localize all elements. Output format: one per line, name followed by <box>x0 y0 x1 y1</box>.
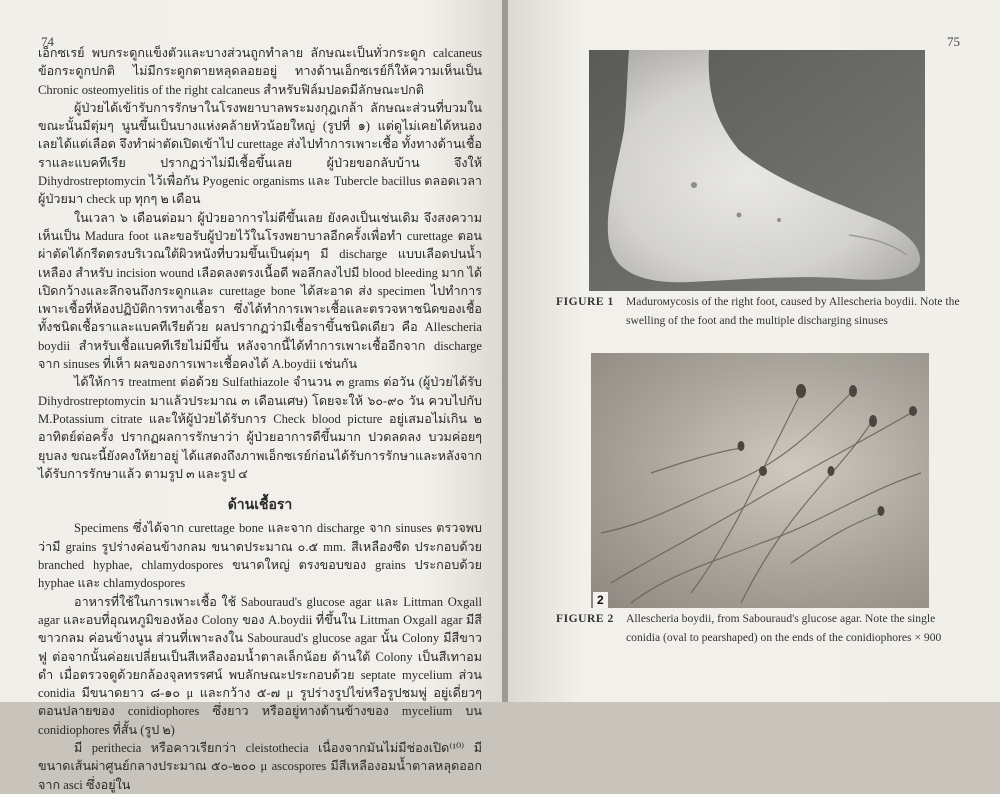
foot-illustration <box>589 50 925 291</box>
figure-2-caption <box>556 609 966 647</box>
paragraph-1: เอ็กซเรย์ พบกระดูกแข็งตัวและบางส่วนถูกทำลาย ลักษณะเป็นทั่วกระดูก calcaneus ข้อกระดูกปกติ ไม่มีกระดูกตายหลุดลอยอยู่ ทางด้านเอ็กซเรย์ก็ให้ความเห็นเป็น Chronic osteomyelitis of the right calcaneus สำหรับฟิล์มปอดมีลักษณะปกติ <box>38 46 482 97</box>
figure-1-caption-line-1: Madurомycosis of the right foot, caused by Allescheria boydii. Note the <box>626 295 960 308</box>
figure-1-caption-line-2: swelling of the foot and the multiple discharging sinuses <box>626 314 888 327</box>
figure-1-caption <box>556 292 966 330</box>
micrograph-illustration <box>591 353 929 608</box>
section-paragraph-2: อาหารที่ใช้ในการเพาะเชื้อ ใช้ Sabouraud's glucose agar และ Littman Oxgall agar และอบที่อุณหภูมิของห้อง Colony ของ A.boydii ที่ขึ้นใน Littman Oxgall agar มีสีขาวกลม ค่อนข้างนูน ส่วนที่เพาะลงใน Sabouraud's glucose agar นั้น Colony มีสีขาวฟู ต่อจากนั้นค่อยเปลี่ยนเป็นสีเหลืองอมน้ำตาลเล็กน้อย ด้านใต้ Colony เป็นสีเทาอมดำ เมื่อตรวจดูด้วยกล้องจุลทรรศน์ พบลักษณะประกอบด้วย septate mycelium ส่วน conidia มีขนาดยาว ๘-๑๐ μ และกว้าง ๕-๗ μ รูปร่างรูปไข่หรือรูปชมพู่ อยู่เดี่ยวๆ ตอนปลายของ conidiophores ซึ่งยาว หรืออยู่ทางด้านข้างของ mycelium บน conidiophores ที่สั้น (รูป ๒) <box>38 594 482 737</box>
figure-2-number-tag: 2 <box>593 592 608 608</box>
figure-1-photo <box>589 50 925 291</box>
figure-2-caption-line-2: conidia (oval to pearshaped) on the ends of the conidiophores × 900 <box>626 631 942 644</box>
section-paragraph-3: มี perithecia หรือคาวเรียกว่า cleistothecia เนื่องจากมันไม่มีช่องเปิด⁽¹⁰⁾ มีขนาดเส้นผ่าศูนย์กลางประมาณ ๕๐-๒๐๐ μ ascospores มีสีเหลืองอมน้ำตาลหลุดออกจาก asci ซึ่งอยู่ใน <box>38 740 482 792</box>
figure-2-photo <box>591 353 929 608</box>
paragraph-4: ได้ให้การ treatment ต่อด้วย Sulfathiazole จำนวน ๓ grams ต่อวัน (ผู้ป่วยได้รับ Dihydrostreptomycin มาแล้วประมาณ ๓ เดือนเศษ) โดยจะให้ ๖๐-๙๐ วัน ควบไปกับ M.Potassium citrate และให้ผู้ป่วยได้รับการ Check blood picture อยู่เสมอไม่เกิน ๒ อาทิตย์ต่อครั้ง ปรากฏผลการรักษาว่า ผู้ป่วยอาการดีขึ้นมาก ปวดลดลง บวมค่อยๆ ยุบลง ขณะนี้ยังคงให้ยาอยู่ ได้แสดงถึงภาพเอ็กซเรย์ก่อนได้รับการรักษาและหลังจากได้รับการรักษาแล้ว ตามรูป ๓ และรูป ๔ <box>38 375 482 481</box>
section-title: ด้านเชื้อรา <box>227 498 293 514</box>
page-number-left: 74 <box>41 34 54 49</box>
figure-2-caption-line-1: Allescheria boydii, from Sabouraud's glucose agar. Note the single <box>626 612 936 625</box>
left-page-body <box>38 44 482 794</box>
paragraph-2: ผู้ป่วยได้เข้ารับการรักษาในโรงพยาบาลพระมงกุฎเกล้า ลักษณะส่วนที่บวมในขณะนั้นมีตุ่มๆ นูนขึ้นเป็นบางแห่งคล้ายหัวน้อยใหญ่ (รูปที่ ๑) แต่ดูไม่เคยได้หนองเลยได้แต่เลือด จึงทำผ่าตัดเปิดเข้าไป curettage ส่งไปทำการเพาะเชื้อ ทั้งทางด้านเชื้อราและแบคทีเรีย ปรากฏว่าไม่มีเชื้อขึ้นเลย ผู้ป่วยขอกลับบ้าน จึงให้ Dihydrostreptomycin ไว้เพื่อกัน Pyogenic organisms และ Tubercle bacillus ตลอดเวลาผู้ป่วยมา check up ทุกๆ ๒ เดือน <box>38 100 482 207</box>
paragraph-3: ในเวลา ๖ เดือนต่อมา ผู้ป่วยอาการไม่ดีขึ้นเลย ยังคงเป็นเช่นเดิม จึงสงความเห็นเป็น Madura foot และขอรับผู้ป่วยไว้ในโรงพยาบาลอีกครั้งเพื่อทำ curettage ตอนผ่าตัดได้กรีดตรงบริเวณใต้ผิวหนังที่บวมขึ้นเป็นตุ่มๆ มี discharge แบบเลือดปนน้ำเหลือง สำหรับ incision wound เลือดลงตรงเนื้อดี พอลึกลงไปมี blood bleeding มาก ได้เปิดกว้างและลึกจนถึงกระดูกและ curettage bone ได้สะอาด ส่ง specimen ไปทำการเพาะเชื้อที่ห้องปฏิบัติการทางเชื้อรา ซึ่งได้ทำการเพาะเชื้อและตรวจหาชนิดของเชื้อ ทั้งชนิดเชื้อราและแบคทีเรียด้วย ผลปรากฏว่ามีเชื้อราขึ้นชนิดเดียว คือ Allescheria boydii สำหรับเชื้อแบคทีเรียไม่มีขึ้น หลังจากนี้ได้ทำการเพาะเชื้ออีกจาก discharge จาก sinuses ที่เห็า ผลของการเพาะเชื้อคงได้ A.boydii เช่นกัน <box>38 210 482 372</box>
right-page <box>508 0 1000 702</box>
figure-1-label: FIGURE 1 <box>556 295 614 308</box>
figure-2-label: FIGURE 2 <box>556 612 614 625</box>
section-paragraph-1: Specimens ซึ่งได้จาก curettage bone และจาก discharge จาก sinuses ตรวจพบว่ามี grains รูปร่างค่อนข้างกลม ขนาดประมาณ ๐.๕ mm. สีเหลืองซีด ประกอบด้วย branched hyphae, chlamydospores ขนาดใหญ่ ตรงขอบของ grains ประกอบด้วย hyphae และ chlamydospores <box>38 521 482 591</box>
page-number-right: 75 <box>947 34 960 49</box>
